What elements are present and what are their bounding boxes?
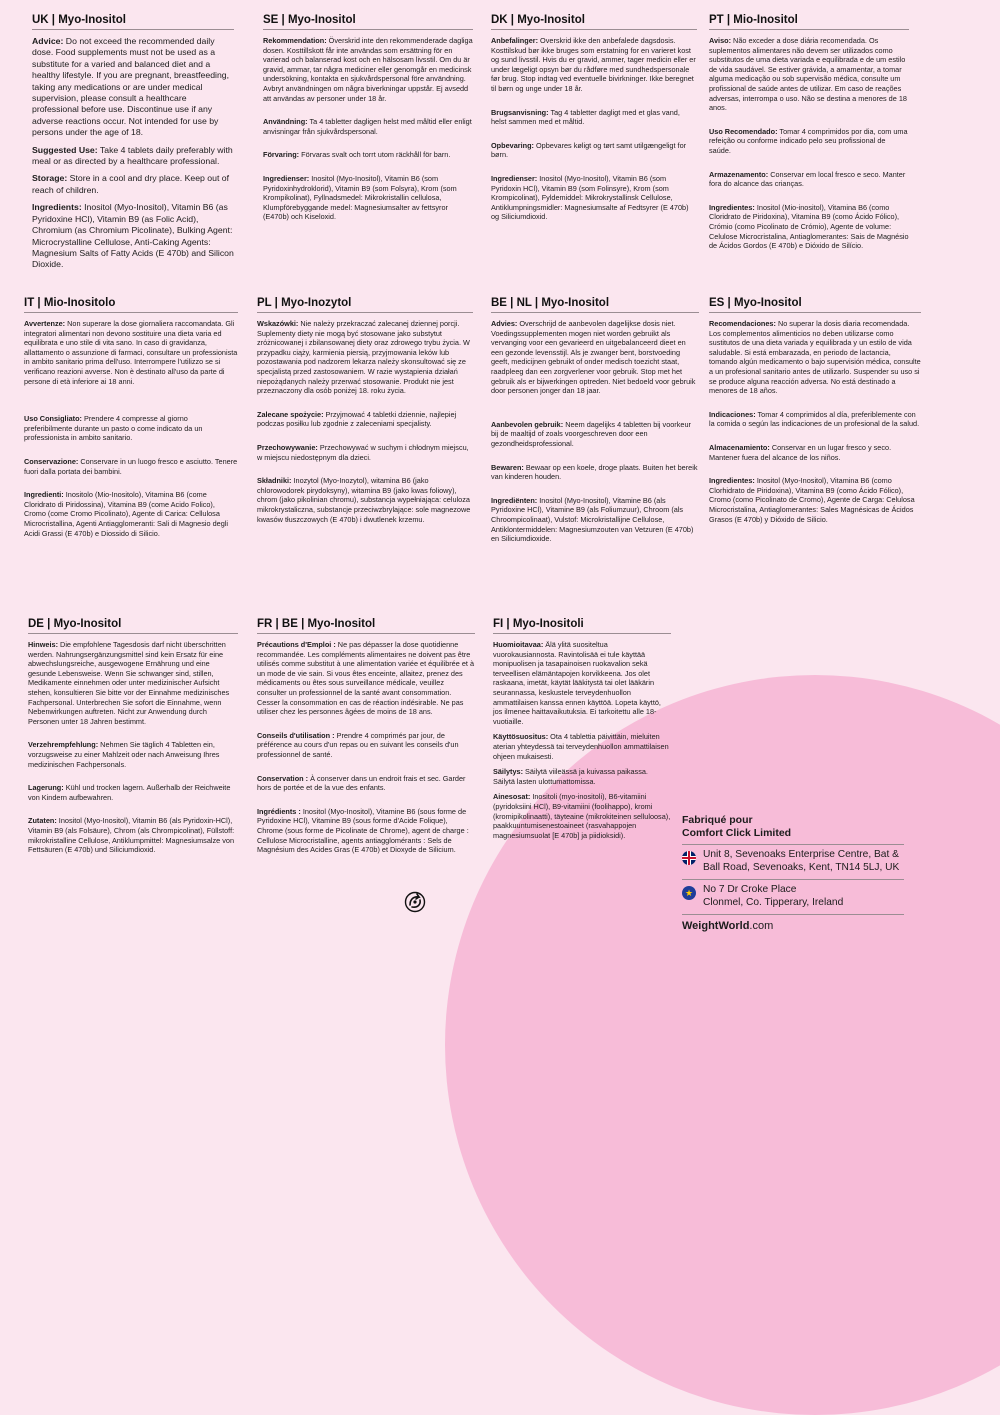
use-body: Nehmen Sie täglich 4 Tabletten ein, vorzugsweise zu einer Mahlzeit oder nach Anweisung Ihres medizinischen Fachpersonals. <box>28 740 220 769</box>
storage-body: À conserver dans un endroit frais et sec. Garder hors de portée et de la vue des enfants. <box>257 773 466 793</box>
use-body: Neem dagelijks 4 tabletten bij voorkeur bij de maaltijd of zoals voorgeschreven door een gezondheidsprofessional. <box>491 419 691 448</box>
use-text <box>28 740 238 769</box>
use-label: Conseils d'utilisation : <box>257 730 335 740</box>
section-title: PT | Mio-Inositol <box>709 14 909 30</box>
ingredients-label: Składniki: <box>257 476 292 486</box>
ingredients-text <box>709 203 909 251</box>
uk-address-row <box>682 844 904 879</box>
advice-text <box>257 319 473 396</box>
ingredients-label: Ainesosat: <box>493 792 531 802</box>
ingredients-body: Inositol (Myo-Inositol), Vitamin B6 (som Pyridoxinhydroklorid), Vitamin B9 (som Folsyra), Krom (som Krompikolinat), Fyllnadsmedel: Mikrokristallin cellulosa, Klumpförebyggande medel: Magnesiumsalter av fettsyror (E470b) och Kiseloxid. <box>263 173 457 222</box>
section-uk <box>32 14 234 277</box>
advice-body: Die empfohlene Tagesdosis darf nicht überschritten werden. Nahrungsergänzungsmittel sind kein Ersatz für eine abwechslungsreiche, ausgewogene Ernährung und eine gesunde Lebensweise. Wenn Sie schwanger sind, stillen, Medikamente einnehmen oder unter medizinischer Aufsicht stehen, konsultieren Sie bitte vor der Einnahme medizinisches Fachpersonal. Unterbrechen Sie sofort die Einnahme, wenn Nebenwirkungen auftreten. Nicht zur Anwendung durch Personen unter 18 Jahren bestimmt. <box>28 640 230 726</box>
ie-address: No 7 Dr Croke Place Clonmel, Co. Tipperary, Ireland <box>703 884 844 908</box>
storage-text <box>32 173 234 196</box>
uk-flag-icon <box>682 851 696 865</box>
ingredients-text <box>491 174 697 222</box>
advice-body: Överskrid inte den rekommenderade dagliga dosen. Kosttillskott får inte användas som ersättning för en varierad och balanserad kost och en hälsosam livsstil. Om du är gravid, ammar, tar några mediciner eller genomgår en medicinsk undersökning, kontakta en sjukvårdspersonal före användning. Avbryt användningen om några biverkningar uppstår. Ej avsedd att användas av personer under 18 år. <box>263 36 473 103</box>
section-title: FR | BE | Myo-Inositol <box>257 618 475 634</box>
ingredients-label: Ingredientes: <box>709 202 755 212</box>
ingredients-label: Ingredienti: <box>24 490 64 500</box>
storage-label: Bewaren: <box>491 462 524 472</box>
website-brand: WeightWorld <box>682 920 750 933</box>
advice-text <box>493 640 671 726</box>
use-label: Suggested Use: <box>32 144 98 155</box>
eu-flag-icon <box>682 886 696 900</box>
advice-label: Advice: <box>32 36 64 46</box>
storage-body: Conservare in un luogo fresco e asciutto. Tenere fuori dalla portata dei bambini. <box>24 456 238 476</box>
advice-text <box>32 36 234 139</box>
ingredients-text <box>257 807 475 855</box>
storage-text <box>257 774 475 793</box>
section-es <box>709 297 921 530</box>
section-pl <box>257 297 473 530</box>
storage-body: Säilytä viileässä ja kuivassa paikassa. Säilytä lasten ulottumattomissa. <box>493 767 648 786</box>
use-label: Användning: <box>263 117 308 127</box>
section-de <box>28 618 238 861</box>
use-label: Aanbevolen gebruik: <box>491 419 564 429</box>
storage-label: Przechowywanie: <box>257 442 318 452</box>
use-text <box>257 410 473 429</box>
use-body: Prendre 4 comprimés par jour, de préférence au cours d'un repas ou en suivant les conseils d'un professionnel de santé. <box>257 730 459 759</box>
advice-text <box>24 319 238 386</box>
ingredients-body: Inositol (Myo-Inositol), Vitamina B6 (como Clorhidrato de Piridoxina), Vitamina B9 (como Ácido Fólico), Cromo (como Picolinato de Cromo), Agente de Carga: Celulosa Microcristalina, Antiaglomerantes: Sales Magnésicas de Ácidos Grasos (E 470b) y Dióxido de Silicio. <box>709 476 915 524</box>
storage-body: Förvaras svalt och torrt utom räckhåll för barn. <box>299 150 451 160</box>
manufacturer-block <box>682 814 904 932</box>
ingredients-body: Inositol (Myo-Inositol), Vitamin B6 (als Pyridoxin-HCl), Vitamin B9 (als Folsäure), Chrom (als Chrompicolinat), Füllstoff: mikrokristalline Cellulose, Antiklumpmittel: Magnesiumsalze von Fettsäuren (E 470b) und Siliciumdioxid. <box>28 816 235 855</box>
advice-label: Huomioitavaa: <box>493 640 544 649</box>
ingredients-label: Ingrédients : <box>257 806 301 816</box>
section-it <box>24 297 238 544</box>
use-label: Indicaciones: <box>709 409 756 419</box>
advice-text <box>709 319 921 396</box>
use-text <box>491 420 699 449</box>
advice-label: Hinweis: <box>28 640 59 649</box>
storage-label: Almacenamiento: <box>709 442 770 452</box>
section-title: PL | Myo-Inozytol <box>257 297 473 313</box>
advice-text <box>263 36 473 103</box>
advice-body: Ne pas dépasser la dose quotidienne recommandée. Les compléments alimentaires ne doivent pas être utilisés comme substitut à une alimentation variée et équilibrée et à un mode de vie sain. Si vous êtes enceinte, allaitez, prenez des médicaments ou êtes sous surveillance médicale, veuillez consulter un professionnel de la santé avant consommation. Cesser la consommation en cas de réaction indésirable. Ne pas utiliser chez les personnes âgées de moins de 18 ans. <box>257 640 474 717</box>
ingredients-body: Inositol (Myo-Inositol), Vitamine B6 (sous forme de Pyridoxine HCl), Vitamine B9 (sous forme d'Acide Folique), Chrome (sous forme de Picolinate de Chrome), agent de charge : Cellulose Microcristalline, agents antiagglomérants : Sels de Magnésium des Acides Gras (E 470b) et Dioxyde de Silicium. <box>257 806 469 855</box>
use-body: Tag 4 tabletter dagligt med et glas vand, helst sammen med et måltid. <box>491 107 680 127</box>
ingredients-body: Inositol (Mio-inositol), Vitamina B6 (como Cloridrato de Piridoxina), Vitamina B9 (como Ácido Fólico), Crómio (como Picolinato de Crómio), Agente de volume: Celulose Microcristalina, Antiaglomerantes: Sais de Magnésio de Ácidos Gordos (E 470b) e Dióxido de Silício. <box>709 202 909 251</box>
advice-label: Rekommendation: <box>263 36 327 45</box>
section-fi <box>493 618 671 846</box>
use-label: Käyttösuositus: <box>493 732 549 742</box>
storage-text <box>709 170 909 189</box>
ingredients-text <box>491 496 699 544</box>
manufacturer-title: Fabriqué pour Comfort Click Limited <box>682 814 792 839</box>
storage-body: Opbevares køligt og tørt samt utilgængeligt for børn. <box>491 140 687 160</box>
storage-body: Bewaar op een koele, droge plaats. Buiten het bereik van kinderen houden. <box>491 462 698 482</box>
storage-body: Store in a cool and dry place. Keep out of reach of children. <box>32 173 230 195</box>
advice-label: Wskazówki: <box>257 319 299 328</box>
advice-body: Do not exceed the recommended daily dose. Food supplements must not be used as a substitute for a varied and balanced diet and a healthy lifestyle. If you are pregnant, breastfeeding, taking any medications or are under medical supervision, please consult a healthcare professional before use. Discontinue use if any adverse reactions occur. Not intended for use by persons under the age of 18. <box>32 36 230 138</box>
storage-body: Kühl und trocken lagern. Außerhalb der Reichweite von Kindern aufbewahren. <box>28 783 231 802</box>
storage-text <box>493 767 671 786</box>
use-body: Take 4 tablets daily preferably with meal or as directed by a healthcare professional. <box>32 144 233 167</box>
advice-body: Älä ylitä suositeltua vuorokausiannosta. Ravintolisää ei tule käyttää monipuolisen ja tasapainoisen ruokavalion sekä terveellisen elämäntapojen korvikkeena. Jos olet raskaana, imetät, käytät lääkitystä tai olet lääkärin seurannassa, keskustele terveydenhuollon ammattilaisen kanssa ennen käyttöä. Lopeta käyttö, jos ilmenee haittavaikutuksia. Ei tarkoitettu alle 18-vuotiaille. <box>493 640 661 726</box>
use-body: Prendere 4 compresse al giorno preferibilmente durante un pasto o come indicato da un professionista in ambito sanitario. <box>24 414 203 443</box>
storage-label: Säilytys: <box>493 767 524 777</box>
use-body: Przyjmować 4 tabletki dziennie, najlepiej podczas posiłku lub zgodnie z zaleceniami specjalisty. <box>257 409 457 429</box>
storage-text <box>491 463 699 482</box>
advice-text <box>491 319 699 396</box>
use-label: Uso Consigliato: <box>24 414 82 424</box>
section-title: DE | Myo-Inositol <box>28 618 238 634</box>
advice-body: Nie należy przekraczać zalecanej dziennej porcji. Suplementy diety nie mogą być stosowane jako substytut zróżnicowanej i zbilansowanej diety oraz zdrowego trybu życia. W przypadku ciąży, karmienia piersią, przyjmowania leków lub pozostawania pod nadzorem lekarza należy skonsultować się ze specjalistą przed zastosowaniem. W razie wystąpienia działań niepożądanych należy przerwać stosowanie. Produkt nie jest przeznaczony dla osób poniżej 18. roku życia. <box>257 319 470 396</box>
use-label: Zalecane spożycie: <box>257 409 324 419</box>
storage-label: Opbevaring: <box>491 140 534 150</box>
section-title: DK | Myo-Inositol <box>491 14 697 30</box>
storage-label: Armazenamento: <box>709 169 769 179</box>
ingredients-text <box>257 476 473 524</box>
ie-address-row <box>682 879 904 914</box>
use-text <box>263 117 473 136</box>
advice-body: Non superare la dose giornaliera raccomandata. Gli integratori alimentari non devono sostituire una dieta varia ed equilibrata e uno stile di vita sano. In caso di gravidanza, allattamento o assunzione di farmaci, consultare un professionista in ambito sanitario prima dell'uso. Interrompere l'utilizzo se si verificano reazioni avverse. Non è destinato all'uso da parte di persone di età inferiore ai 18 anni. <box>24 319 238 386</box>
advice-text <box>28 640 238 726</box>
storage-text <box>263 150 473 160</box>
section-se <box>263 14 473 228</box>
use-text <box>709 410 921 429</box>
ingredients-text <box>709 476 921 524</box>
advice-text <box>709 36 909 113</box>
advice-text <box>257 640 475 717</box>
ingredients-label: Ingredienser: <box>263 173 310 183</box>
uk-address: Unit 8, Sevenoaks Enterprise Centre, Bat & Ball Road, Sevenoaks, Kent, TN14 5LJ, UK <box>703 849 900 873</box>
storage-label: Förvaring: <box>263 150 300 160</box>
ingredients-body: Inositol (Myo-Inositol), Vitamine B6 (als Pyridoxine HCl), Vitamine B9 (als Foliumzuur), Chroom (als Chroompicolinaat), Vulstof: Microkristallijne Cellulose, Antiklontermiddelen: Magnesiumzouten van Vetzuren (E 470b) en Siliciumdioxide. <box>491 495 694 544</box>
use-text <box>24 414 238 443</box>
storage-body: Conservar em local fresco e seco. Manter fora do alcance das crianças. <box>709 169 906 189</box>
section-title: UK | Myo-Inositol <box>32 14 234 30</box>
ingredients-label: Zutaten: <box>28 816 57 826</box>
use-label: Uso Recomendado: <box>709 126 778 136</box>
use-text <box>32 145 234 168</box>
advice-body: Overskrid ikke den anbefalede dagsdosis. Kosttilskud bør ikke bruges som erstatning for en varieret kost og sund livsstil. Hvis du er gravid, ammer, tager medicin eller er under lægeligt opsyn bør du rådføre med sundhedspersonale før brug. Stop indtag ved eventuelle bivirkninger. Ikke beregnet til børn og unge under 18 år. <box>491 36 696 93</box>
ingredients-label: Ingredients: <box>32 202 82 213</box>
ingredients-body: Inositol (Myo-Inositol), Vitamin B6 (som Pyridoxin HCl), Vitamin B9 (som Folinsyre), Krom (som Krompicolinat), Fyldemiddel: Mikrokrystallinsk Cellulose, Antiklumpningsmidler: Magnesiumsalte af Fedtsyrer (E 470b) og Siliciumdioxid. <box>491 173 689 222</box>
ingredients-body: Inozytol (Myo-Inozytol), witamina B6 (jako chlorowodorek pirydoksyny), witamina B9 (jako kwas foliowy), chrom (jako pikolinian chromu), substancja wypełniająca: celuloza mikrokrystaliczna, substancje przeciwzbrylające: sole magnezowe kwasów tłuszczowych (E 470b) i dwutlenek krzemu. <box>257 476 471 524</box>
use-body: Tomar 4 comprimidos por dia, com uma refeição ou conforme indicado pelo seu profissional de saúde. <box>709 126 908 155</box>
advice-label: Advies: <box>491 319 518 328</box>
advice-text <box>491 36 697 94</box>
section-dk <box>491 14 697 228</box>
storage-label: Conservazione: <box>24 456 79 466</box>
advice-body: No superar la dosis diaria recomendada. Los complementos alimenticios no deben utilizarse como sustitutos de una dieta variada y equilibrada y un estilo de vida saludable. Si está embarazada, en periodo de lactancia, tomando algún medicamento o bajo supervisión médica, consulte a un profesional sanitario antes de utilizarlo. Suspender su uso si se produce alguna reacción adversa. No está destinado a menores de 18 años. <box>709 319 921 396</box>
use-text <box>493 732 671 761</box>
section-title: ES | Myo-Inositol <box>709 297 921 313</box>
use-label: Brugsanvisning: <box>491 107 549 117</box>
advice-body: Overschrijd de aanbevolen dagelijkse dosis niet. Voedingssupplementen mogen niet worden gebruikt als vervanging voor een gevarieerd en uitgebalanceerd dieet en een gezonde levensstijl. Als je zwanger bent, borstvoeding geeft, medicijnen gebruikt of onder medisch toezicht staat, raadpleeg dan een zorgverlener voor gebruik. Stop met het gebruik als er bijwerkingen optreden. Niet bedoeld voor gebruik door personen jonger dan 18 jaar. <box>491 319 696 396</box>
use-body: Tomar 4 comprimidos al día, preferiblemente con la comida o según las indicaciones de un profesional de la salud. <box>709 409 920 429</box>
use-body: Ta 4 tabletter dagligen helst med måltid eller enligt anvisningar från sjukvårdspersonal. <box>263 117 472 136</box>
advice-label: Aviso: <box>709 36 732 45</box>
storage-text <box>24 457 238 476</box>
advice-label: Recomendaciones: <box>709 319 776 328</box>
advice-label: Avvertenze: <box>24 319 66 328</box>
storage-text <box>28 783 238 802</box>
ingredients-text <box>263 174 473 222</box>
use-text <box>257 731 475 760</box>
advice-body: Não exceder a dose diária recomendada. Os suplementos alimentares não devem ser utilizados como substitutos de uma dieta variada e equilibrada e de um estilo de vida saudável. Se estiver grávida, a amamentar, a tomar alguma medicação ou sob supervisão médica, consulte um profissional de saúde antes de utilizar. Em caso de reações adversas, interrompa o uso. Não se destina a menores de 18 anos. <box>709 36 907 113</box>
use-text <box>491 108 697 127</box>
recycling-logo-icon <box>404 890 426 914</box>
storage-text <box>257 443 473 462</box>
storage-text <box>491 141 697 160</box>
ingredients-text <box>493 792 671 840</box>
section-title: IT | Mio-Inositolo <box>24 297 238 313</box>
advice-label: Anbefalinger: <box>491 36 539 45</box>
section-title: SE | Myo-Inositol <box>263 14 473 30</box>
use-body: Ota 4 tablettia päivittäin, mieluiten aterian yhteydessä tai terveydenhuollon ammattilaisen ohjeen mukaisesti. <box>493 732 669 761</box>
use-text <box>709 127 909 156</box>
storage-label: Lagerung: <box>28 783 64 793</box>
use-label: Verzehrempfehlung: <box>28 740 99 750</box>
ingredients-label: Ingredienser: <box>491 173 538 183</box>
website <box>682 914 904 932</box>
storage-label: Conservation : <box>257 773 309 783</box>
storage-text <box>709 443 921 462</box>
website-domain: .com <box>749 920 774 933</box>
section-fr-be <box>257 618 475 861</box>
section-title: FI | Myo-Inositoli <box>493 618 671 634</box>
storage-body: Przechowywać w suchym i chłodnym miejscu, w miejscu niedostępnym dla dzieci. <box>257 442 469 462</box>
storage-body: Conservar en un lugar fresco y seco. Mantener fuera del alcance de los niños. <box>709 442 892 462</box>
section-title: BE | NL | Myo-Inositol <box>491 297 699 313</box>
ingredients-text <box>28 816 238 854</box>
ingredients-text <box>24 490 238 538</box>
section-pt <box>709 14 909 257</box>
advice-label: Précautions d'Emploi : <box>257 640 336 649</box>
ingredients-label: Ingrediënten: <box>491 495 538 505</box>
storage-label: Storage: <box>32 173 68 184</box>
ingredients-body: Inositol (Myo-Inositol), Vitamin B6 (as Pyridoxine HCl), Vitamin B9 (as Folic Acid), Chromium (as Chromium Picolinate), Bulking Agent: Microcrystalline Cellulose, Anti-Caking Agents: Magnesium Salts of Fatty Acids (E 470b) and Silicon Dioxide. <box>32 202 234 270</box>
ingredients-label: Ingredientes: <box>709 476 755 486</box>
ingredients-text <box>32 202 234 270</box>
section-be-nl <box>491 297 699 550</box>
ingredients-body: Inositoli (myo-inositoli), B6-vitamiini (pyridoksiini HCl), B9-vitamiini (foolihappo), kromi (kromipikolinaatti), täyteaine (mikrokiteinen selluloosa), paakkuuntumisenestoaineet (rasvahappojen magnesiumsuolat [E 470b] ja piidioksidi). <box>493 792 671 840</box>
ingredients-body: Inositolo (Mio-Inositolo), Vitamina B6 (come Cloridrato di Piridossina), Vitamina B9 (come Acido Folico), Cromo (come Cromo Picolinato), Agente di Carica: Cellulosa Microcristallina, Agenti Antiagglomeranti: Sali di Magnesio degli Acidi Grassi (E 470b) e Diossido di Silicio. <box>24 490 229 538</box>
